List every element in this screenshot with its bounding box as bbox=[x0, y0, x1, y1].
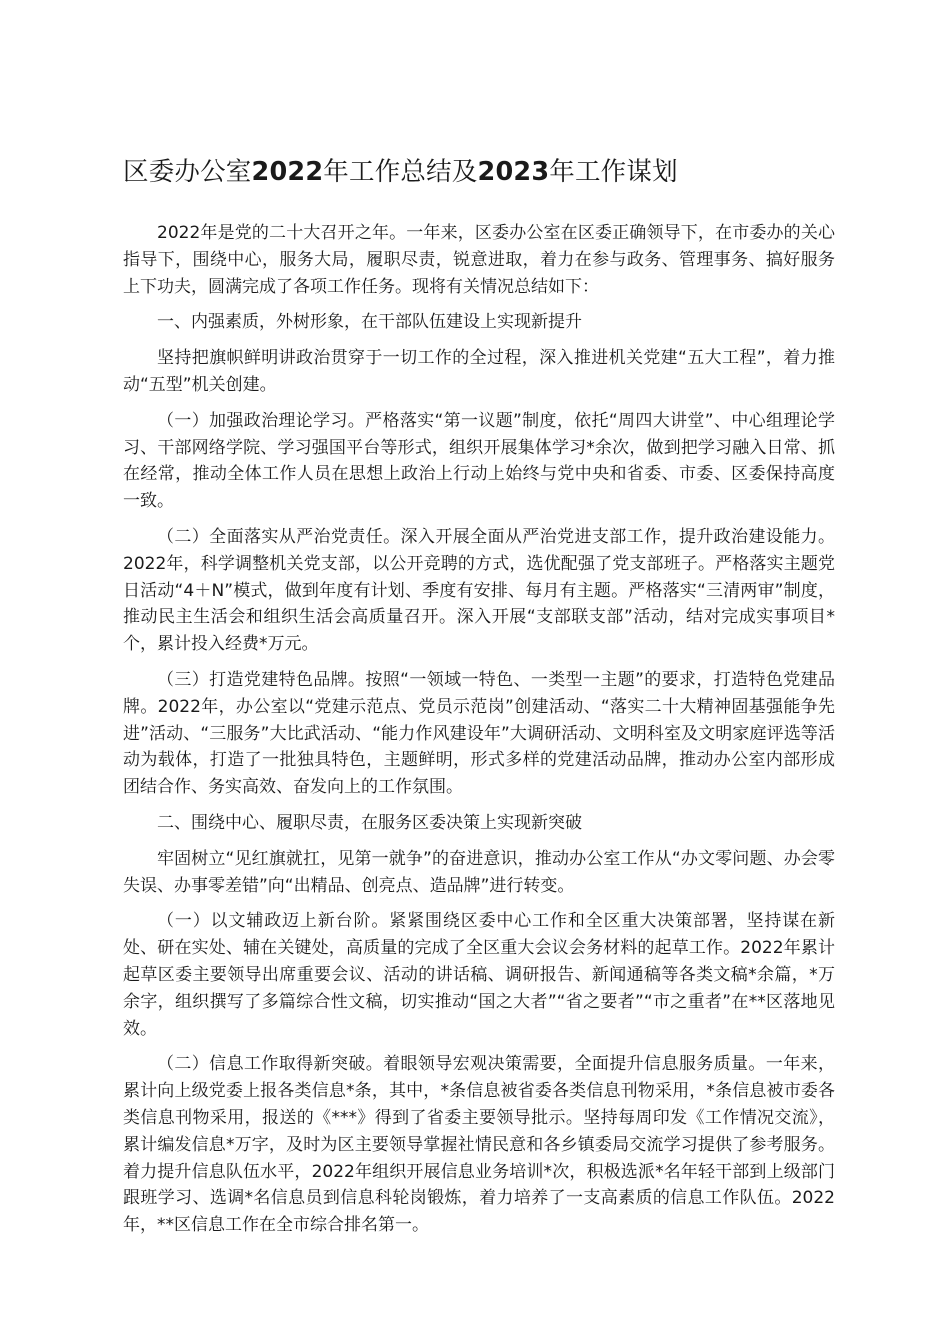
body-paragraph: 牢固树立“见红旗就扛，见第一就争”的奋进意识，推动办公室工作从“办文零问题、办会零失误、办事零差错”向“出精品、创亮点、造品牌”进行转变。 bbox=[123, 848, 835, 896]
section-heading: 二、围绕中心、履职尽责，在服务区委决策上实现新突破 bbox=[157, 812, 582, 833]
title-year: 2022 bbox=[251, 157, 324, 187]
title-part: 年工作总结及 bbox=[323, 157, 478, 187]
document-page bbox=[123, 150, 835, 1248]
body-paragraph: （一）以文辅政迈上新台阶。紧紧围绕区委中心工作和全区重大决策部署，坚持谋在新处、研在实处、辅在关键处，高质量的完成了全区重大会议会务材料的起草工作。2022年累计起草区委主要领导出席重要会议、活动的讲话稿、调研报告、新闻通稿等各类文稿*余篇，*万余字，组织撰写了多篇综合性文稿，切实推动“国之大者”“省之要者”“市之重者”在**区落地见效。 bbox=[123, 911, 835, 1039]
title-part: 年工作谋划 bbox=[549, 157, 678, 187]
body-paragraph: 坚持把旗帜鲜明讲政治贯穿于一切工作的全过程，深入推进机关党建“五大工程”，着力推动“五型”机关创建。 bbox=[123, 348, 835, 395]
section-heading: 一、内强素质，外树形象，在干部队伍建设上实现新提升 bbox=[157, 312, 582, 333]
title-part: 区委办公室 bbox=[123, 157, 252, 187]
body-paragraph: （二）信息工作取得新突破。着眼领导宏观决策需要，全面提升信息服务质量。一年来，累计向上级党委上报各类信息*条，其中，*条信息被省委各类信息刊物采用，*条信息被市委各类信息刊物采用，报送的《***》得到了省委主要领导批示。坚持每周印发《工作情况交流》，累计编发信息*万字，及时为区主要领导掌握社情民意和各乡镇委局交流学习提供了参考服务。着力提升信息队伍水平，2022年组织开展信息业务培训*次，积极选派*名年轻干部到上级部门跟班学习、选调*名信息员到信息科轮岗锻炼，着力培养了一支高素质的信息工作队伍。2022年，**区信息工作在全市综合排名第一。 bbox=[123, 1054, 835, 1236]
body-paragraph: （三）打造党建特色品牌。按照“一领域一特色、一类型一主题”的要求，打造特色党建品牌。2022年，办公室以“党建示范点、党员示范岗”创建活动、“落实二十大精神固基强能争先进”活动、“三服务”大比武活动、“能力作风建设年”大调研活动、文明科室及文明家庭评选等活动为载体，打造了一批独具特色，主题鲜明，形式多样的党建活动品牌，推动办公室内部形成团结合作、务实高效、奋发向上的工作氛围。 bbox=[123, 669, 835, 798]
document-title bbox=[123, 150, 835, 194]
title-year: 2023 bbox=[477, 157, 550, 187]
body-paragraph: （二）全面落实从严治党责任。深入开展全面从严治党进支部工作，提升政治建设能力。2022年，科学调整机关党支部，以公开竞聘的方式，选优配强了党支部班子。严格落实主题党日活动“4＋N”模式，做到年度有计划、季度有安排、每月有主题。严格落实“三清两审”制度，推动民主生活会和组织生活会高质量召开。深入开展“支部联支部”活动，结对完成实事项目*个，累计投入经费*万元。 bbox=[123, 526, 835, 655]
body-paragraph: （一）加强政治理论学习。严格落实“第一议题”制度，依托“周四大讲堂”、中心组理论学习、干部网络学院、学习强国平台等形式，组织开展集体学习*余次，做到把学习融入日常、抓在经常，推动全体工作人员在思想上政治上行动上始终与党中央和省委、市委、区委保持高度一致。 bbox=[123, 410, 835, 512]
intro-paragraph: 2022年是党的二十大召开之年。一年来，区委办公室在区委正确领导下，在市委办的关心指导下，围绕中心，服务大局，履职尽责，锐意进取，着力在参与政务、管理事务、搞好服务上下功夫，圆满完成了各项工作任务。现将有关情况总结如下： bbox=[123, 223, 835, 297]
